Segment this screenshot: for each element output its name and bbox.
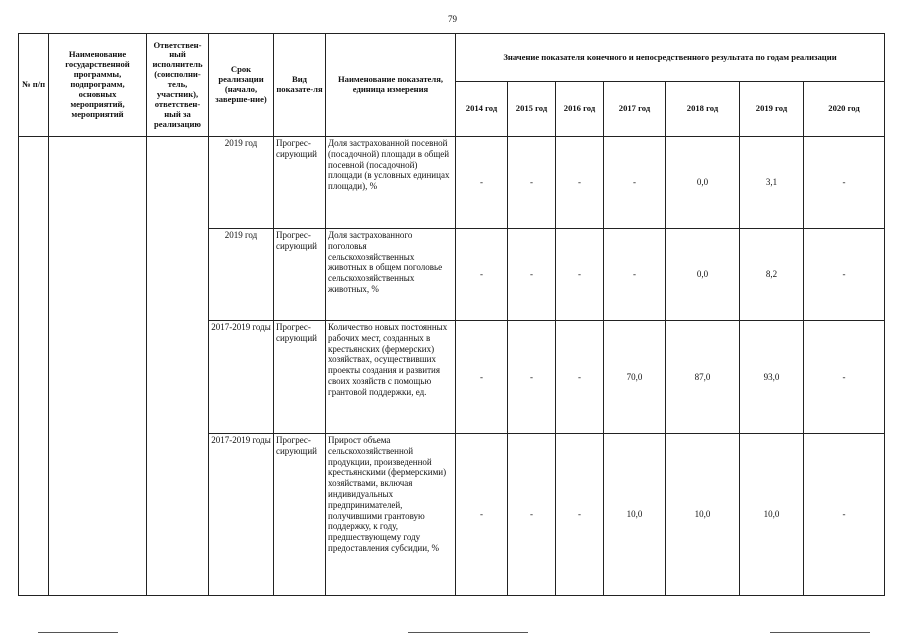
cell-value-2019: 8,2 [740,229,804,321]
cell-value-2019: 10,0 [740,434,804,596]
header-year-2018: 2018 год [666,82,740,137]
header-year-2017: 2017 год [604,82,666,137]
header-num: № п/п [19,34,49,137]
header-indicator: Наименование показателя, единица измерения [326,34,456,137]
cell-value-2019: 3,1 [740,137,804,229]
cell-value-2015: - [508,137,556,229]
cell-type: Прогрес-сирующий [274,434,326,596]
indicators-table-wrapper [18,33,884,596]
header-values-group: Значение показателя конечного и непосредственного результата по годам реализации [456,34,885,82]
cell-value-2014: - [456,229,508,321]
page-number: 79 [448,14,457,24]
cell-value-2017: - [604,229,666,321]
cell-value-2017: - [604,137,666,229]
cell-value-2017: 10,0 [604,434,666,596]
header-year-2019: 2019 год [740,82,804,137]
cell-value-2018: 0,0 [666,137,740,229]
scan-line-left [38,632,118,635]
indicators-table [18,33,885,596]
cell-term: 2019 год [209,229,274,321]
table-row [19,137,885,229]
cell-value-2020: - [804,137,885,229]
cell-num [19,137,49,596]
cell-indicator: Доля застрахованного поголовья сельскохозяйственных животных в общем поголовье сельскохозяйственных животных, % [326,229,456,321]
cell-value-2015: - [508,321,556,434]
cell-value-2016: - [556,137,604,229]
cell-term: 2017-2019 годы [209,434,274,596]
header-program: Наименование государственной программы, подпрограмм, основных мероприятий, мероприятий [49,34,147,137]
header-year-2016: 2016 год [556,82,604,137]
header-year-2020: 2020 год [804,82,885,137]
cell-value-2020: - [804,434,885,596]
cell-value-2017: 70,0 [604,321,666,434]
cell-value-2018: 10,0 [666,434,740,596]
cell-value-2015: - [508,434,556,596]
cell-value-2018: 0,0 [666,229,740,321]
cell-value-2020: - [804,321,885,434]
header-type: Вид показате-ля [274,34,326,137]
cell-value-2018: 87,0 [666,321,740,434]
cell-indicator: Прирост объема сельскохозяйственной продукции, произведенной крестьянскими (фермерскими) хозяйствами, включая индивидуальных предпринимателей, получившими грантовую поддержку, к году, предшествующему году предоставления субсидии, % [326,434,456,596]
cell-type: Прогрес-сирующий [274,229,326,321]
header-year-2014: 2014 год [456,82,508,137]
cell-value-2014: - [456,137,508,229]
cell-value-2015: - [508,229,556,321]
scan-line-middle [408,632,528,635]
cell-value-2014: - [456,321,508,434]
cell-value-2016: - [556,229,604,321]
header-executor: Ответствен-ный исполнитель (соисполни-тель, участник), ответствен-ный за реализацию [147,34,209,137]
cell-indicator: Доля застрахованной посевной (посадочной) площади в общей посевной (посадочной) площади (в условных единицах площади), % [326,137,456,229]
cell-type: Прогрес-сирующий [274,137,326,229]
scan-line-right [770,632,870,635]
cell-term: 2017-2019 годы [209,321,274,434]
cell-indicator: Количество новых постоянных рабочих мест, созданных в крестьянских (фермерских) хозяйствах, осуществивших проекты создания и развития своих хозяйств с помощью грантовой поддержки, ед. [326,321,456,434]
cell-program [49,137,147,596]
cell-type: Прогрес-сирующий [274,321,326,434]
header-term: Срок реализации (начало, заверше-ние) [209,34,274,137]
header-year-2015: 2015 год [508,82,556,137]
cell-term: 2019 год [209,137,274,229]
cell-value-2014: - [456,434,508,596]
cell-value-2020: - [804,229,885,321]
cell-value-2019: 93,0 [740,321,804,434]
cell-executor [147,137,209,596]
cell-value-2016: - [556,321,604,434]
cell-value-2016: - [556,434,604,596]
